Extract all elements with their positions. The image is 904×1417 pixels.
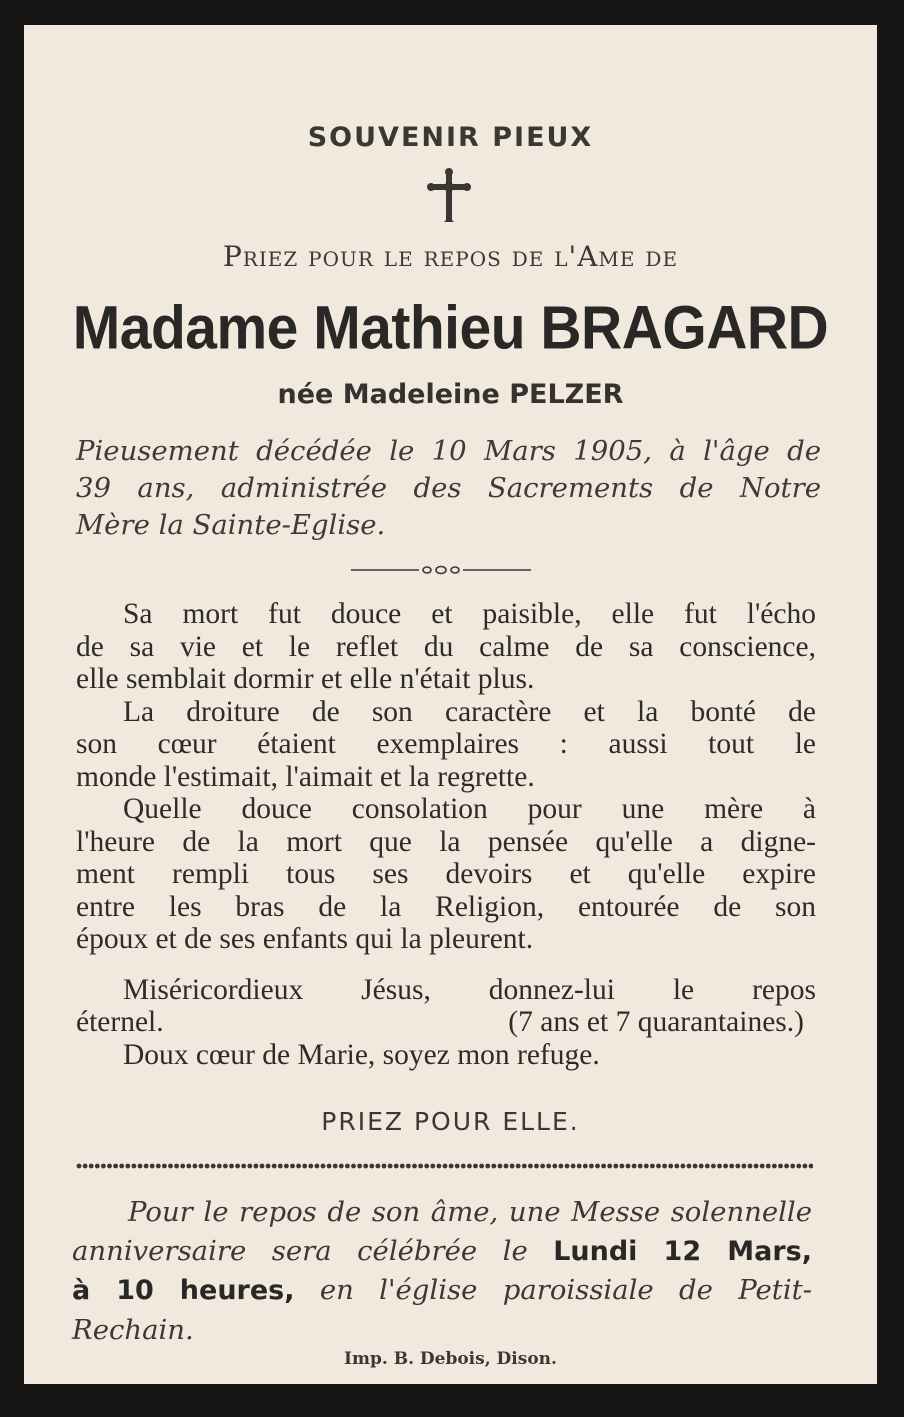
divider-dot [418, 1164, 423, 1169]
invocation-jesus [76, 974, 816, 1039]
divider-dot [339, 1164, 344, 1169]
divider-dot [693, 1164, 698, 1169]
divider-dot [193, 1164, 198, 1169]
divider-dot [205, 1164, 210, 1169]
divider-dot [290, 1164, 295, 1169]
divider-dot [138, 1164, 143, 1169]
text-line: La droiture de son caractère et la bonté de [123, 695, 816, 728]
divider-dot [260, 1164, 265, 1169]
divider-dot [156, 1164, 161, 1169]
divider-dot [620, 1164, 625, 1169]
divider-dot [235, 1164, 240, 1169]
divider-dot [522, 1164, 527, 1169]
divider-dot [406, 1164, 411, 1169]
divider-dot [559, 1164, 564, 1169]
cross-icon [427, 168, 471, 224]
text-fragment: éternel. [76, 1006, 164, 1038]
divider-dot [754, 1164, 759, 1169]
text-line: elle semblait dormir et elle n'était plus. [76, 663, 535, 695]
paragraph-2 [76, 696, 816, 794]
divider-dot [430, 1164, 435, 1169]
heading: SOUVENIR PIEUX [307, 122, 594, 153]
divider-dot [351, 1164, 356, 1169]
divider-dot [766, 1164, 771, 1169]
divider-dot [107, 1164, 112, 1169]
divider-dot [699, 1164, 704, 1169]
divider-dot [180, 1164, 185, 1169]
divider-dot [229, 1164, 234, 1169]
text-fragment: en l'église paroissiale de Petit- [319, 1274, 812, 1306]
divider-dot [266, 1164, 271, 1169]
divider-dot [656, 1164, 661, 1169]
divider-dot [461, 1164, 466, 1169]
divider-dot [595, 1164, 600, 1169]
divider-dot [144, 1164, 149, 1169]
text-line [72, 1271, 812, 1311]
divider-dot [534, 1164, 539, 1169]
divider-dot [412, 1164, 417, 1169]
divider-dot [687, 1164, 692, 1169]
divider-dot [345, 1164, 350, 1169]
divider-dot [89, 1164, 94, 1169]
text-fragment: anniversaire sera célébrée le [72, 1234, 528, 1267]
divider-dot [247, 1164, 252, 1169]
divider-dot [437, 1164, 442, 1169]
divider-dot [199, 1164, 204, 1169]
divider-dot [132, 1164, 137, 1169]
mass-time: à 10 heures, [72, 1275, 295, 1306]
mass-date: Lundi 12 Mars, [553, 1235, 812, 1267]
divider-dot [705, 1164, 710, 1169]
memorial-card [24, 25, 877, 1384]
maiden-name: née Madeleine PELZER [277, 379, 624, 410]
divider-dot [443, 1164, 448, 1169]
divider-dot [803, 1164, 808, 1169]
text-line: Rechain. [72, 1313, 194, 1346]
divider-dot [83, 1164, 88, 1169]
divider-dot [796, 1164, 801, 1169]
divider-dot [424, 1164, 429, 1169]
text-line: son cœur étaient exemplaires : aussi tout le [76, 728, 816, 760]
divider-dot [327, 1164, 332, 1169]
text-line: de sa vie et le reflet du calme de sa conscience, [76, 630, 816, 663]
divider-dot [394, 1164, 399, 1169]
divider-dot [296, 1164, 301, 1169]
divider-dot [565, 1164, 570, 1169]
divider-dot [479, 1164, 484, 1169]
divider-dot [278, 1164, 283, 1169]
death-notice-line: 39 ans, administrée des Sacrements de Notre [76, 472, 821, 504]
divider-dot [607, 1164, 612, 1169]
divider-dot [174, 1164, 179, 1169]
divider-dot [272, 1164, 277, 1169]
divider-dot [790, 1164, 795, 1169]
death-notice [76, 433, 821, 544]
divider-dot [681, 1164, 686, 1169]
dotted-divider [76, 1161, 813, 1171]
divider-dot [77, 1164, 82, 1169]
divider-dot [601, 1164, 606, 1169]
divider-dot [357, 1164, 362, 1169]
divider-dot [95, 1164, 100, 1169]
death-notice-line: Mère la Sainte-Eglise. [76, 509, 386, 541]
divider-dot [540, 1164, 545, 1169]
divider-dot [223, 1164, 228, 1169]
divider-dot [589, 1164, 594, 1169]
divider-dot [528, 1164, 533, 1169]
divider-dot [113, 1164, 118, 1169]
divider-dot [467, 1164, 472, 1169]
paragraph-3 [76, 793, 816, 956]
text-line: entre les bras de la Religion, entourée de son [76, 890, 816, 923]
indulgence-note: (7 ans et 7 quarantaines.) [508, 1006, 804, 1038]
divider-dot [388, 1164, 393, 1169]
divider-dot [571, 1164, 576, 1169]
text-line: l'heure de la mort que la pensée qu'elle a digne- [76, 825, 816, 858]
text-line: époux et de ses enfants qui la pleurent. [76, 923, 534, 955]
divider-dot [491, 1164, 496, 1169]
divider-dot [101, 1164, 106, 1169]
divider-dot [150, 1164, 155, 1169]
body-text [76, 598, 816, 1071]
ornament-divider [351, 562, 531, 578]
divider-dot [241, 1164, 246, 1169]
divider-dot [632, 1164, 637, 1169]
divider-dot [772, 1164, 777, 1169]
divider-dot [504, 1164, 509, 1169]
prayer-intro: Priez pour le repos de l'Ame de [222, 240, 679, 273]
death-notice-line: Pieusement décédée le 10 Mars 1905, à l'âge de [76, 435, 821, 467]
paragraph-1 [76, 598, 816, 696]
divider-dot [284, 1164, 289, 1169]
divider-dot [333, 1164, 338, 1169]
divider-dot [760, 1164, 765, 1169]
text-line [72, 1232, 812, 1272]
text-line: ment rempli tous ses devoirs et qu'elle expire [76, 858, 816, 890]
divider-dot [650, 1164, 655, 1169]
divider-dot [546, 1164, 551, 1169]
divider-dot [168, 1164, 173, 1169]
priez-pour-elle: PRIEZ POUR ELLE. [321, 1107, 580, 1136]
divider-dot [668, 1164, 673, 1169]
text-line: Sa mort fut douce et paisible, elle fut l'écho [123, 598, 816, 630]
text-line: Quelle douce consolation pour une mère à [123, 793, 816, 825]
divider-dot [662, 1164, 667, 1169]
divider-dot [583, 1164, 588, 1169]
divider-dot [638, 1164, 643, 1169]
divider-dot [315, 1164, 320, 1169]
divider-dot [626, 1164, 631, 1169]
divider-dot [552, 1164, 557, 1169]
divider-dot [748, 1164, 753, 1169]
divider-dot [723, 1164, 728, 1169]
divider-dot [473, 1164, 478, 1169]
text-line [76, 1006, 816, 1039]
divider-dot [400, 1164, 405, 1169]
divider-dot [510, 1164, 515, 1169]
divider-dot [674, 1164, 679, 1169]
divider-dot [577, 1164, 582, 1169]
divider-dot [125, 1164, 130, 1169]
divider-dot [308, 1164, 313, 1169]
divider-dot [711, 1164, 716, 1169]
divider-dot [321, 1164, 326, 1169]
divider-dot [363, 1164, 368, 1169]
deceased-name: Madame Mathieu BRAGARD [72, 293, 829, 363]
invocation-marie [76, 1039, 816, 1072]
divider-dot [729, 1164, 734, 1169]
divider-dot [516, 1164, 521, 1169]
divider-dot [485, 1164, 490, 1169]
text-line: monde l'estimait, l'aimait et la regrette. [76, 760, 535, 793]
divider-dot [162, 1164, 167, 1169]
divider-dot [613, 1164, 618, 1169]
divider-dot [376, 1164, 381, 1169]
mass-announcement [72, 1193, 812, 1349]
text-line: Pour le repos de son âme, une Messe solennelle [128, 1196, 812, 1228]
divider-dot [498, 1164, 503, 1169]
divider-dot [455, 1164, 460, 1169]
divider-dot [809, 1164, 813, 1169]
divider-dot [778, 1164, 783, 1169]
divider-dot [644, 1164, 649, 1169]
divider-dot [217, 1164, 222, 1169]
divider-dot [449, 1164, 454, 1169]
divider-dot [369, 1164, 374, 1169]
text-line: Miséricordieux Jésus, donnez-lui le repos [123, 973, 816, 1006]
divider-dot [382, 1164, 387, 1169]
divider-dot [186, 1164, 191, 1169]
text-line: Doux cœur de Marie, soyez mon refuge. [123, 1038, 600, 1071]
divider-dot [717, 1164, 722, 1169]
divider-dot [784, 1164, 789, 1169]
divider-dot [302, 1164, 307, 1169]
printer-credit: Imp. B. Debois, Dison. [344, 1349, 557, 1369]
divider-dot [211, 1164, 216, 1169]
divider-dot [742, 1164, 747, 1169]
divider-dot [254, 1164, 259, 1169]
divider-dot [735, 1164, 740, 1169]
divider-dot [119, 1164, 124, 1169]
